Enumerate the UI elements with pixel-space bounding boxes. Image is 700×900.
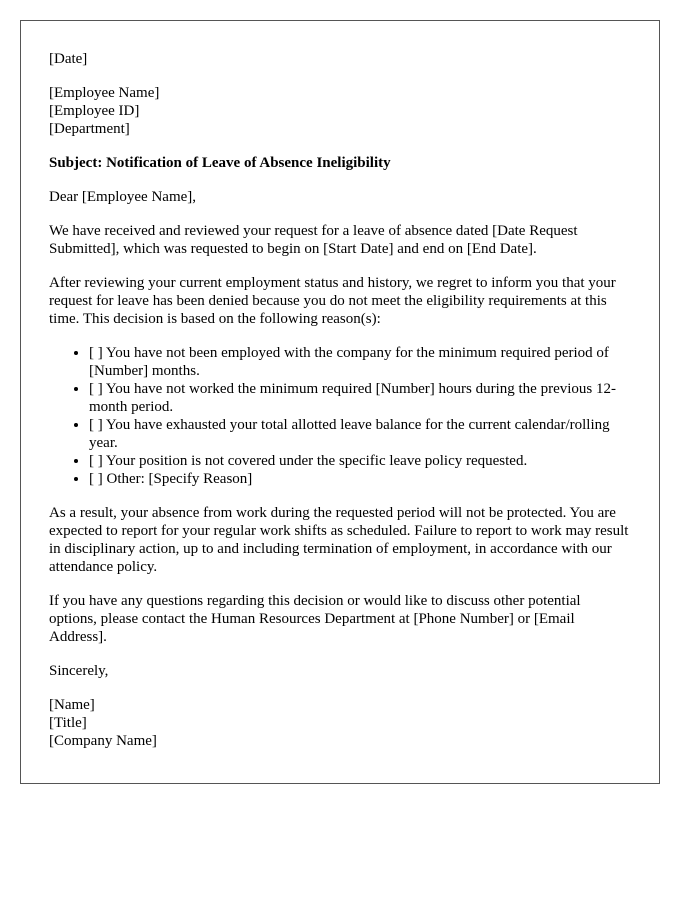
paragraph-denial: After reviewing your current employment status and history, we regret to inform you that your request for leave has been denied because you do not meet the eligibility requirements at this time. This decision is based on the following reason(s): (49, 275, 616, 327)
reason-item: • [ ] Your position is not covered under the specific leave policy requested. (89, 452, 631, 470)
recipient-id: [Employee ID] (49, 103, 140, 119)
reason-item: • [ ] You have not been employed with the company for the minimum required period of [Number] months. (89, 344, 631, 380)
recipient-name: [Employee Name] (49, 85, 160, 101)
recipient-department: [Department] (49, 121, 130, 137)
signature-title: [Title] (49, 715, 87, 731)
recipient-block (49, 84, 631, 138)
paragraph-consequence: As a result, your absence from work during the requested period will not be protected. You are expected to report for your regular work shifts as scheduled. Failure to report to work may result in disciplinary action, up to and including termination of employment, in accordance with our attendance policy. (49, 505, 629, 575)
letter-page (20, 20, 660, 784)
letter-date: [Date] (49, 51, 88, 67)
letter-subject: Subject: Notification of Leave of Absence Ineligibility (49, 155, 391, 171)
paragraph-contact: If you have any questions regarding this decision or would like to discuss other potential options, please contact the Human Resources Department at [Phone Number] or [Email Address]. (49, 593, 581, 645)
reasons-list (49, 344, 631, 488)
reason-item: • [ ] You have not worked the minimum required [Number] hours during the previous 12-month period. (89, 380, 631, 416)
paragraph-request: We have received and reviewed your request for a leave of absence dated [Date Request Submitted], which was requested to begin on [Start Date] and end on [End Date]. (49, 223, 578, 257)
signature-company: [Company Name] (49, 733, 157, 749)
signature-name: [Name] (49, 697, 95, 713)
signature-block (49, 696, 631, 750)
reason-item: • [ ] You have exhausted your total allotted leave balance for the current calendar/rolling year. (89, 416, 631, 452)
salutation: Dear [Employee Name], (49, 189, 197, 205)
reason-item: • [ ] Other: [Specify Reason] (89, 470, 631, 488)
closing: Sincerely, (49, 663, 109, 679)
